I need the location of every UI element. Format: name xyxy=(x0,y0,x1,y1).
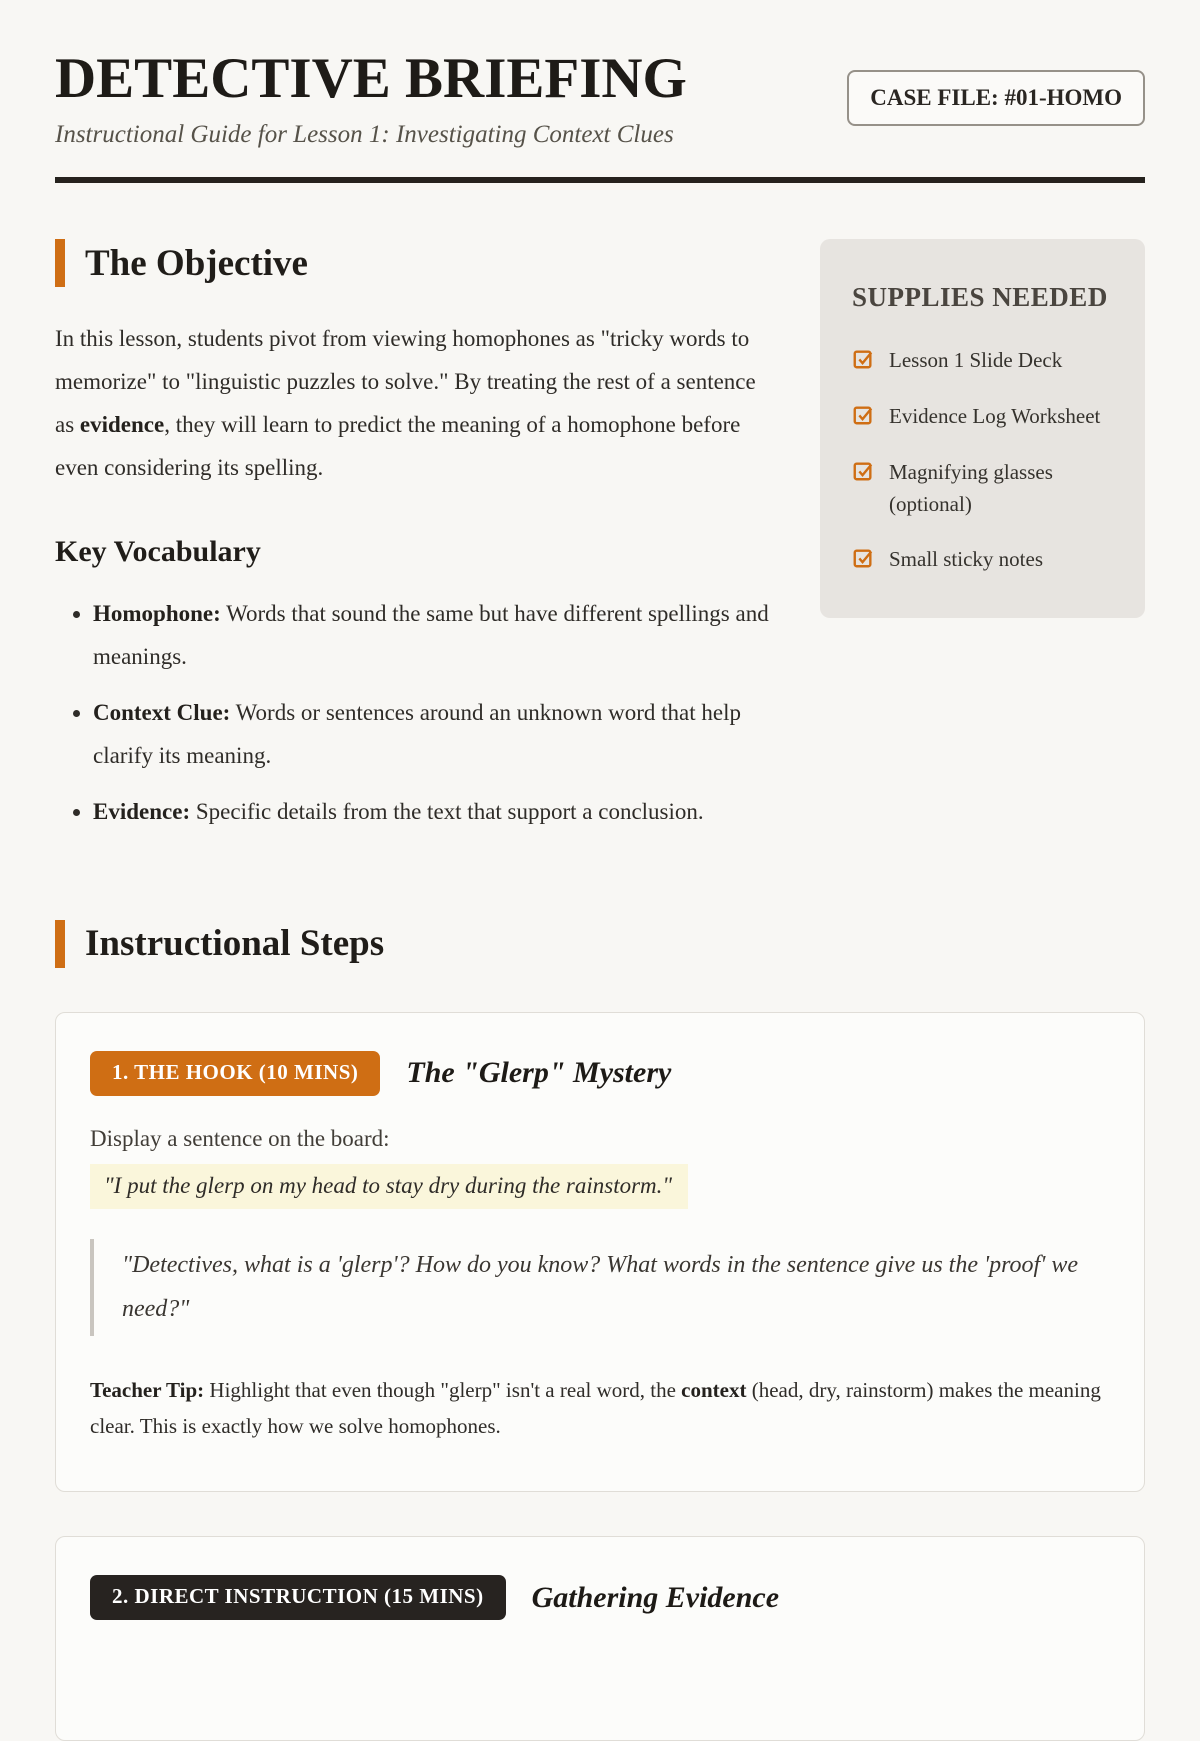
main-column xyxy=(55,239,770,848)
objective-heading-label: The Objective xyxy=(85,242,308,284)
checkbox-checked-icon xyxy=(852,348,874,370)
objective-heading xyxy=(55,239,770,287)
list-item xyxy=(93,692,770,777)
step-instruction: Display a sentence on the board: xyxy=(90,1125,390,1151)
list-item xyxy=(852,457,1115,521)
vocabulary-heading: Key Vocabulary xyxy=(55,535,261,568)
step-card-header xyxy=(90,1575,1110,1620)
list-item xyxy=(93,593,770,678)
teacher-tip: Teacher Tip: Highlight that even though "glerp" isn't a real word, the context (head, dry, rainstorm) makes the meaning clear. This is exactly how we solve homophones. xyxy=(90,1377,1101,1439)
step-card-hook xyxy=(55,1012,1145,1492)
vocab-term: Evidence: xyxy=(93,799,191,825)
page-subtitle: Instructional Guide for Lesson 1: Investigating Context Clues xyxy=(55,121,674,148)
step-card-direct-instruction xyxy=(55,1536,1145,1741)
vocab-term: Homophone: xyxy=(93,601,221,626)
supply-label: Evidence Log Worksheet xyxy=(889,403,1101,428)
step-badge: 2. DIRECT INSTRUCTION (15 MINS) xyxy=(90,1575,506,1620)
case-file-badge: CASE FILE: #01-HOMO xyxy=(847,70,1145,126)
checkbox-checked-icon xyxy=(852,460,874,482)
list-item xyxy=(93,791,770,834)
steps-heading-label: Instructional Steps xyxy=(85,923,385,965)
step-title: Gathering Evidence xyxy=(531,1580,780,1614)
steps-heading xyxy=(55,920,1145,968)
document-header xyxy=(55,46,1145,149)
step-title: The "Glerp" Mystery xyxy=(406,1056,672,1090)
list-item xyxy=(852,345,1115,377)
accent-bar xyxy=(55,920,65,968)
list-item xyxy=(852,401,1115,433)
step-card-header xyxy=(90,1051,1110,1096)
checkbox-checked-icon xyxy=(852,547,874,569)
vocab-term: Context Clue: xyxy=(93,700,231,726)
supply-label: Lesson 1 Slide Deck xyxy=(889,347,1063,372)
page-title: DETECTIVE BRIEFING xyxy=(55,47,687,110)
header-divider xyxy=(55,177,1145,183)
vocab-definition: Words or sentences around an unknown word that help clarify its meaning. xyxy=(93,700,741,768)
accent-bar xyxy=(55,239,65,287)
supply-label: Magnifying glasses (optional) xyxy=(889,459,1053,516)
objective-paragraph: In this lesson, students pivot from viewing homophones as "tricky words to memorize" to "linguistic puzzles to solve." By treating the rest of a sentence as evidence, they will learn to predict the meaning of a homophone before even considering its spelling. xyxy=(55,326,756,480)
content-columns xyxy=(55,239,1145,848)
vocab-definition: Specific details from the text that support a conclusion. xyxy=(190,799,704,825)
header-titles xyxy=(55,46,687,149)
supply-label: Small sticky notes xyxy=(889,547,1043,572)
highlighted-sentence: "I put the glerp on my head to stay dry during the rainstorm." xyxy=(90,1164,688,1209)
step-badge: 1. THE HOOK (10 MINS) xyxy=(90,1051,380,1096)
list-item xyxy=(852,544,1115,576)
supplies-list xyxy=(852,345,1115,577)
teacher-script-quote: "Detectives, what is a 'glerp'? How do you know? What words in the sentence give us the 'proof' we need?" xyxy=(90,1239,1110,1336)
supplies-heading: SUPPLIES NEEDED xyxy=(852,282,1108,312)
highlight-wrap xyxy=(90,1152,1110,1209)
vocabulary-list xyxy=(55,593,770,834)
vocab-definition: Words that sound the same but have different spellings and meanings. xyxy=(93,601,769,669)
checkbox-checked-icon xyxy=(852,404,874,426)
supplies-sidebar xyxy=(820,239,1145,618)
